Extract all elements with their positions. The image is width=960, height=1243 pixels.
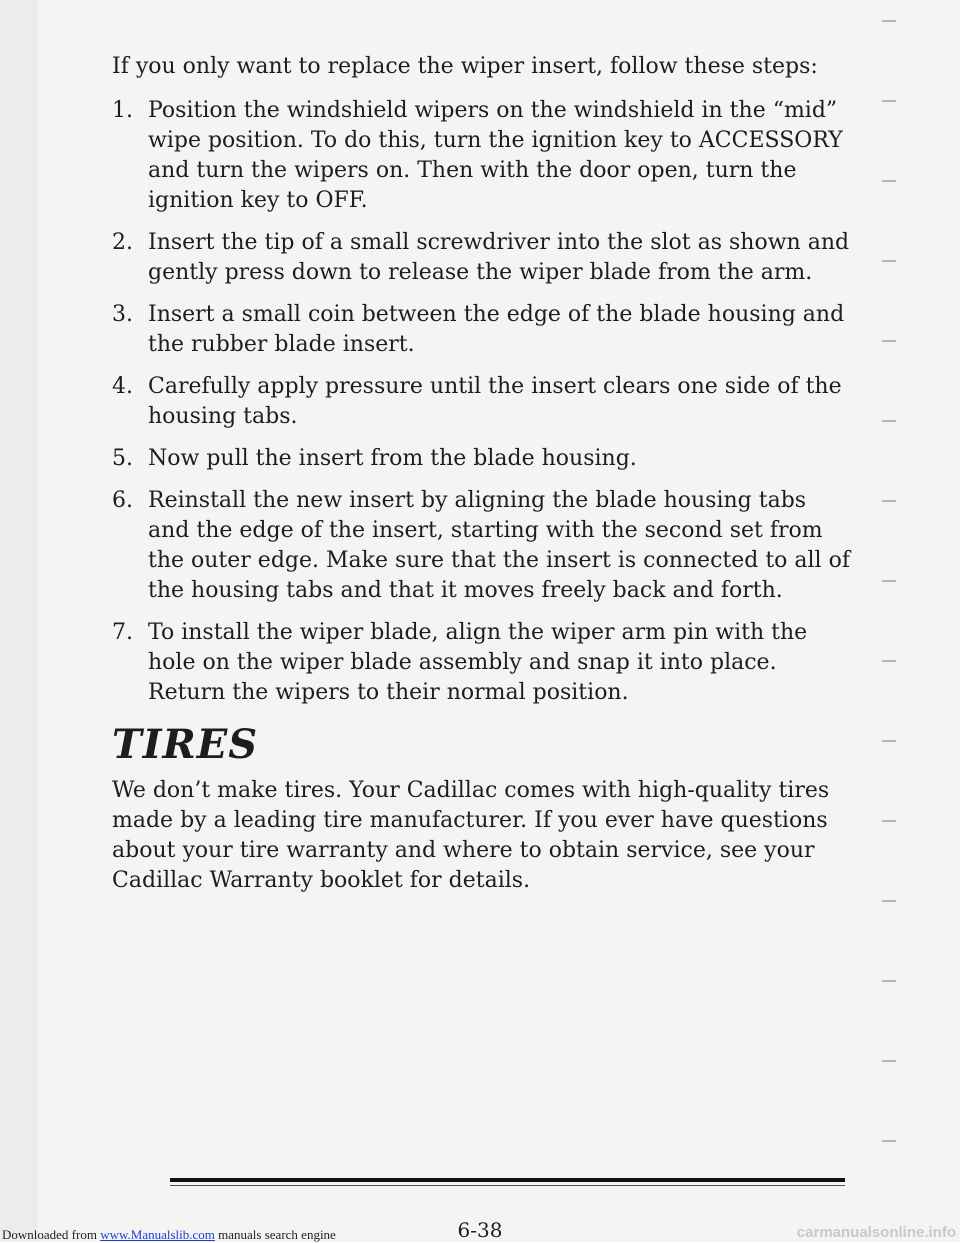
step-item [112, 372, 854, 432]
margin-mark [882, 180, 896, 182]
margin-mark [882, 500, 896, 502]
scan-edge [0, 0, 38, 1242]
step-text: Reinstall the new insert by aligning the blade housing tabs and the edge of the insert, starting with the second set from the outer edge. Make sure that the insert is connected to all of the housing tabs and that it moves freely back and forth. [148, 488, 850, 603]
step-number: 6. [112, 488, 133, 513]
margin-mark [882, 1140, 896, 1142]
margin-mark [882, 580, 896, 582]
step-number: 7. [112, 620, 133, 645]
page-number: 6-38 [457, 1218, 503, 1242]
step-number: 4. [112, 374, 133, 399]
margin-mark [882, 340, 896, 342]
manualslib-link[interactable]: www.Manualslib.com [100, 1227, 215, 1242]
margin-mark [882, 20, 896, 22]
section-heading-tires: TIRES [112, 721, 259, 768]
margin-mark [882, 900, 896, 902]
step-text: Carefully apply pressure until the insert clears one side of the housing tabs. [148, 374, 842, 429]
step-item [112, 444, 854, 474]
step-item [112, 96, 854, 216]
step-text: Insert a small coin between the edge of the blade housing and the rubber blade insert. [148, 302, 845, 357]
margin-mark [882, 260, 896, 262]
watermark: carmanualsonline.info [796, 1224, 956, 1241]
step-number: 3. [112, 302, 133, 327]
step-number: 1. [112, 98, 133, 123]
download-suffix: manuals search engine [218, 1227, 336, 1242]
margin-mark [882, 740, 896, 742]
step-item [112, 486, 854, 606]
step-item [112, 300, 854, 360]
footer-rule-thin [170, 1185, 845, 1186]
step-item [112, 228, 854, 288]
step-text: Position the windshield wipers on the windshield in the “mid” wipe position. To do this, turn the ignition key to ACCESSORY and turn the wipers on. Then with the door open, turn the ignition key to OFF. [148, 98, 843, 213]
intro-text: If you only want to replace the wiper insert, follow these steps: [112, 54, 818, 79]
margin-mark [882, 1060, 896, 1062]
page-content [112, 52, 854, 896]
step-text: To install the wiper blade, align the wiper arm pin with the hole on the wiper blade assembly and snap it into place. Return the wipers to their normal position. [148, 620, 808, 705]
margin-mark [882, 660, 896, 662]
download-prefix: Downloaded from [2, 1227, 97, 1242]
step-number: 2. [112, 230, 133, 255]
step-number: 5. [112, 446, 133, 471]
step-item [112, 618, 854, 708]
margin-mark [882, 820, 896, 822]
margin-mark [882, 420, 896, 422]
download-note [2, 1227, 336, 1243]
step-text: Now pull the insert from the blade housing. [148, 446, 637, 471]
margin-mark [882, 980, 896, 982]
margin-mark [882, 100, 896, 102]
step-text: Insert the tip of a small screwdriver into the slot as shown and gently press down to release the wiper blade from the arm. [148, 230, 850, 285]
tires-paragraph: We don’t make tires. Your Cadillac comes with high-quality tires made by a leading tire manufacturer. If you ever have questions about your tire warranty and where to obtain service, see your Cadillac Warranty booklet for details. [112, 778, 830, 893]
steps-list [112, 96, 854, 708]
footer-rule [170, 1178, 845, 1182]
